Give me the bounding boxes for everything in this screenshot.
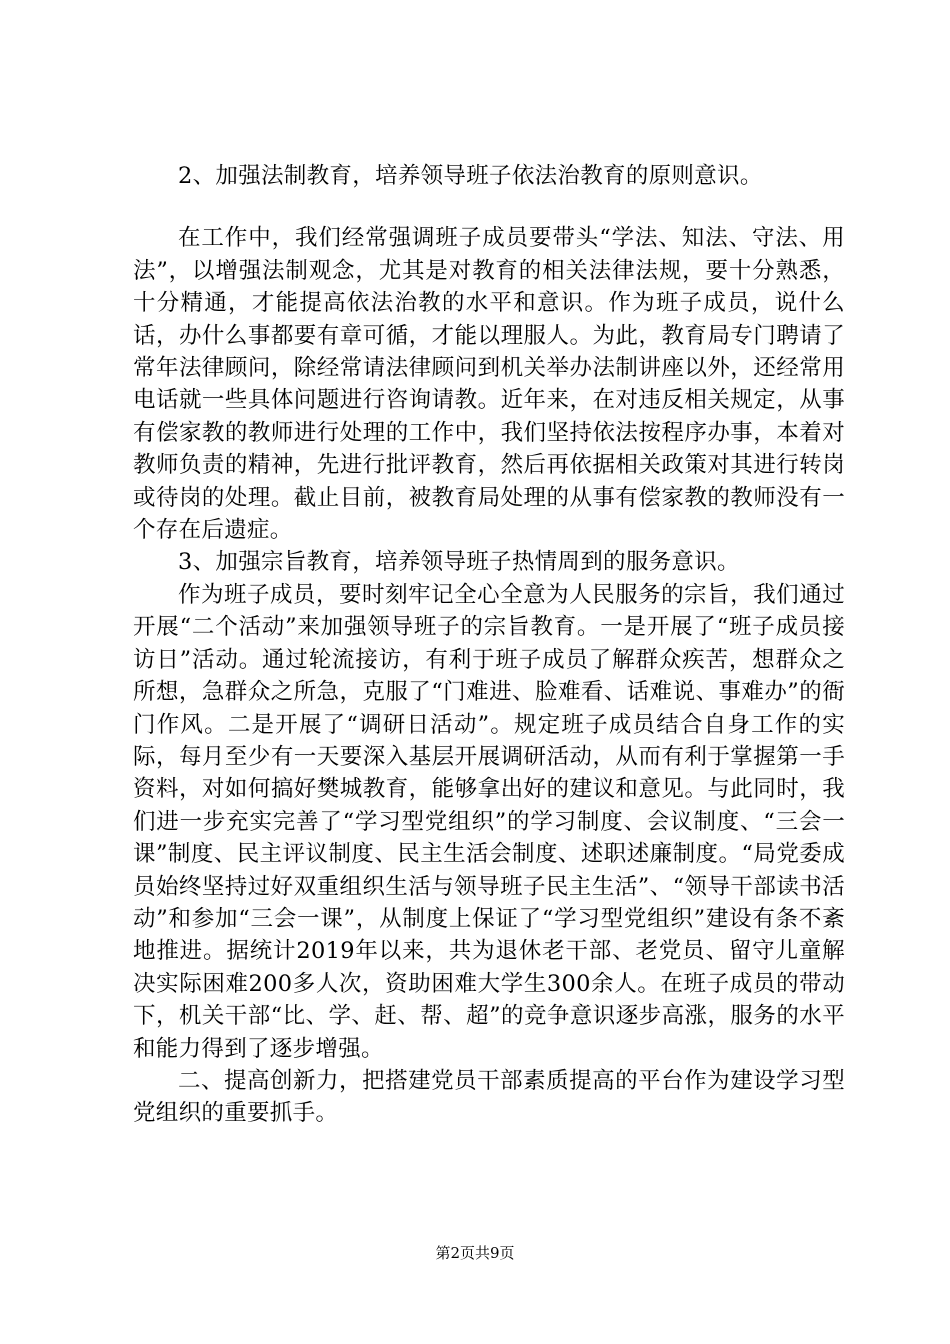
paragraph-legal-education: 在工作中，我们经常强调班子成员要带头“学法、知法、守法、用法”，以增强法制观念，尤其是对教育的相关法律法规，要十分熟悉，十分精通，才能提高依法治教的水平和意识。作为班子成员，说什么话，办什么事都要有章可循，才能以理服人。为此，教育局专门聘请了常年法律顾问，除经常请法律顾问到机关举办法制讲座以外，还经常用电话就一些具体问题进行咨询请教。近年来，在对违反相关规定，从事有偿家教的教师进行处理的工作中，我们坚持依法按程序办事，本着对教师负责的精神，先进行批评教育，然后再依据相关政策对其进行转岗或待岗的处理。截止目前，被教育局处理的从事有偿家教的教师没有一个存在后遗症。 [133, 225, 845, 544]
section-heading-legal-education: 2、加强法制教育，培养领导班子依法治教育的原则意识。 [178, 163, 763, 189]
section-heading-innovation: 二、提高创新力，把搭建党员干部素质提高的平台作为建设学习型党组织的重要抓手。 [133, 1067, 845, 1127]
paragraph-purpose-education: 作为班子成员，要时刻牢记全心全意为人民服务的宗旨，我们通过开展“二个活动”来加强领导班子的宗旨教育。一是开展了“班子成员接访日”活动。通过轮流接访，有利于班子成员了解群众疾苦，想群众之所想，急群众之所急，克服了“门难进、脸难看、话难说、事难办”的衙门作风。二是开展了“调研日活动”。规定班子成员结合自身工作的实际，每月至少有一天要深入基层开展调研活动，从而有利于掌握第一手资料，对如何搞好樊城教育，能够拿出好的建议和意见。与此同时，我们进一步充实完善了“学习型党组织”的学习制度、会议制度、“三会一课”制度、民主评议制度、民主生活会制度、述职述廉制度。“局党委成员始终坚持过好双重组织生活与领导班子民主生活”、“领导干部读书活动”和参加“三会一课”，从制度上保证了“学习型党组织”建设有条不紊地推进。据统计2019年以来，共为退休老干部、老党员、留守儿童解决实际困难200多人次，资助困难大学生300余人。在班子成员的带动下，机关干部“比、学、赶、帮、超”的竞争意识逐步高涨，服务的水平和能力得到了逐步增强。 [133, 581, 845, 1062]
page-number-total: 共9页 [475, 1244, 515, 1262]
document-body [133, 152, 845, 1130]
page-number-current: 第2页 [435, 1244, 475, 1262]
page-footer [0, 1243, 950, 1263]
section-heading-purpose-education: 3、加强宗旨教育，培养领导班子热情周到的服务意识。 [178, 549, 740, 576]
